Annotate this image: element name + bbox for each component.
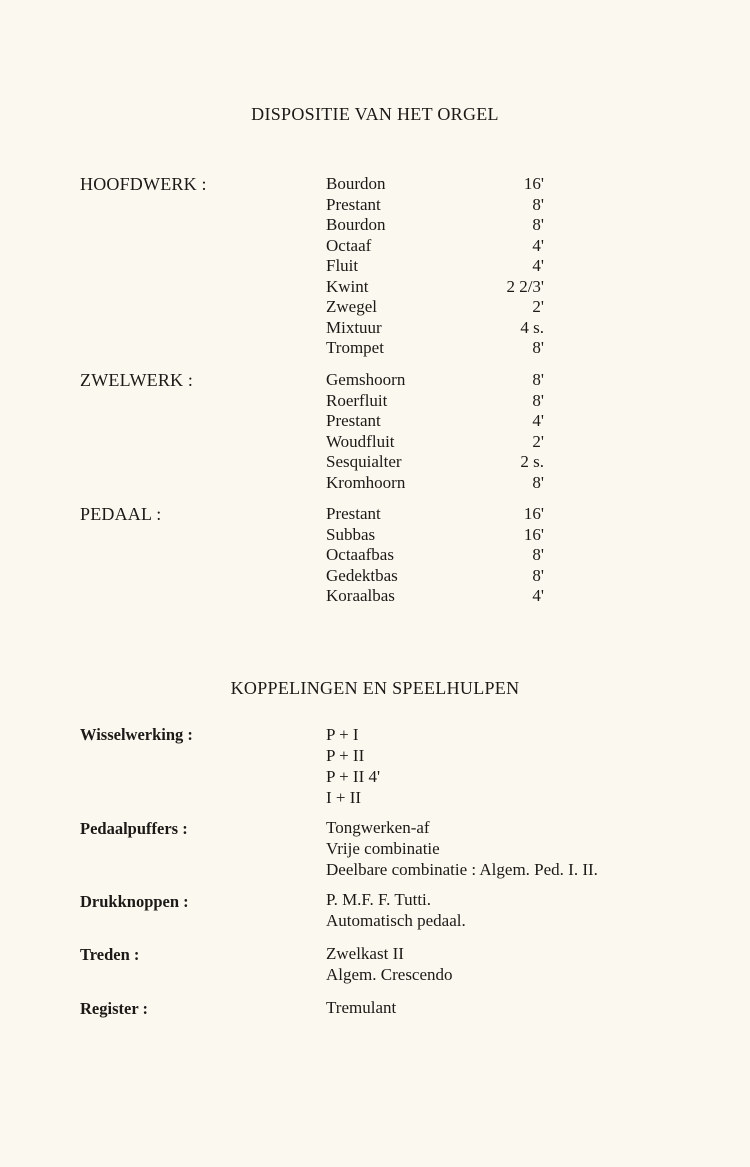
stop-row [326,452,544,473]
stop-row [326,277,544,298]
stop-size: 16' [523,174,544,193]
stop-name: Koraalbas [326,586,395,605]
stop-size: 16' [523,524,544,544]
stop-name: Mixtuur [326,317,382,337]
stop-size: 2 2/3' [506,276,544,296]
coupling-lines-register [326,997,396,1018]
coupling-line: P + II 4' [326,767,381,786]
stop-size: 8' [532,390,544,410]
stop-size: 2' [532,431,544,451]
coupling-line: Automatisch pedaal. [326,911,466,930]
stop-name: Sesquialter [326,452,402,471]
stop-name: Octaafbas [326,545,394,564]
coupling-line: P + II [326,746,365,765]
stop-row [326,545,544,566]
stop-size: 8' [532,472,544,492]
stop-name: Bourdon [326,215,386,234]
stop-name: Kwint [326,276,369,296]
stop-list-hoofdwerk [326,174,544,359]
stop-size: 8' [532,565,544,585]
coupling-line: Deelbare combinatie : Algem. Ped. I. II. [326,860,598,879]
division-label-pedaal: PEDAAL : [80,504,162,524]
coupling-lines-drukknoppen [326,889,466,931]
stop-name: Prestant [326,411,381,430]
stop-row [326,370,544,391]
stop-row [326,473,544,494]
stop-size: 8' [532,215,544,234]
coupling-line: Tremulant [326,998,397,1017]
stop-row [326,236,544,257]
stop-name: Fluit [326,256,359,275]
stop-size: 4 s. [520,317,544,337]
coupling-line: I + II [326,788,362,807]
stop-row [326,504,544,525]
stop-size: 4' [532,411,544,430]
coupling-label-pedaalpuffers: Pedaalpuffers : [80,819,188,838]
stop-name: Zwegel [326,297,377,316]
stop-size: 8' [532,545,544,564]
stop-row [326,297,544,318]
stop-name: Woudfluit [326,431,395,451]
coupling-lines-wisselwerking [326,724,380,808]
coupling-label-drukknoppen: Drukknoppen : [80,892,189,911]
stop-size: 8' [532,370,544,389]
coupling-label-wisselwerking: Wisselwerking : [80,725,193,744]
disposition-title: DISPOSITIE VAN HET ORGEL [251,104,499,124]
stop-row [326,338,544,359]
stop-name: Trompet [326,338,384,357]
stop-size: 8' [532,194,544,214]
stop-row [326,256,544,277]
coupling-line: Tongwerken-af [326,818,430,837]
stop-name: Prestant [326,194,381,214]
stop-name: Bourdon [326,174,386,193]
division-label-hoofdwerk: HOOFDWERK : [80,174,207,194]
stop-name: Roerfluit [326,390,388,410]
stop-row [326,174,544,195]
stop-size: 4' [532,256,544,275]
stop-row [326,432,544,453]
stop-size: 4' [532,235,544,255]
stop-row [326,391,544,412]
stop-list-pedaal [326,504,544,607]
stop-size: 2' [532,297,544,316]
stop-size: 2 s. [520,452,544,471]
stop-row [326,566,544,587]
coupling-line: Vrije combinatie [326,839,440,858]
division-label-zwelwerk: ZWELWERK : [80,370,194,390]
coupling-lines-treden [326,943,453,985]
stop-row [326,586,544,607]
stop-row [326,195,544,216]
stop-name: Subbas [326,524,376,544]
stop-size: 8' [532,338,544,357]
couplings-title: KOPPELINGEN EN SPEELHULPEN [230,678,520,698]
stop-name: Gemshoorn [326,370,406,389]
coupling-line: P + I [326,725,359,744]
coupling-line: Zwelkast II [326,944,404,963]
stop-size: 4' [532,586,544,605]
stop-row [326,411,544,432]
stop-row [326,215,544,236]
stop-name: Prestant [326,504,381,523]
coupling-label-register: Register : [80,999,148,1018]
coupling-line: Algem. Crescendo [326,965,453,984]
stop-size: 16' [523,504,544,523]
stop-name: Octaaf [326,235,372,255]
coupling-lines-pedaalpuffers [326,817,598,880]
coupling-label-treden: Treden : [80,945,140,964]
stop-list-zwelwerk [326,370,544,493]
stop-row [326,318,544,339]
stop-name: Kromhoorn [326,472,406,492]
stop-name: Gedektbas [326,565,398,585]
stop-row [326,525,544,546]
coupling-line: P. M.F. F. Tutti. [326,890,432,909]
